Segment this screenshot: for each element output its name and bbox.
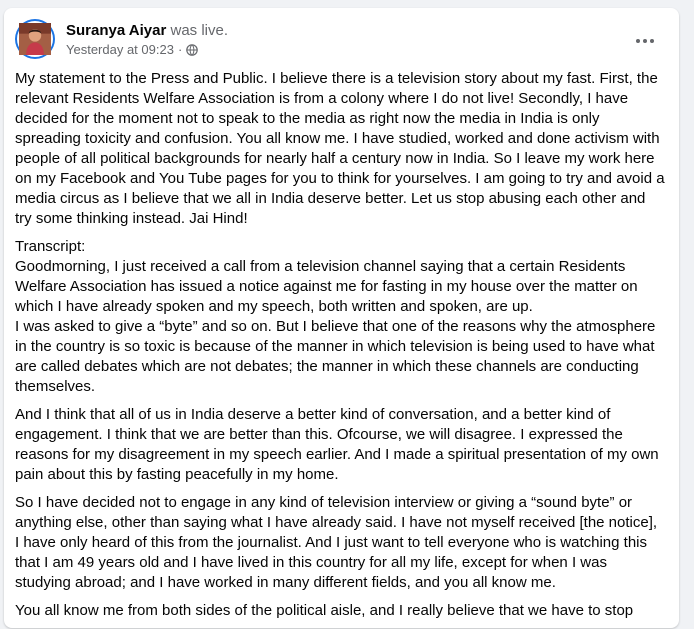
- post-paragraph: Transcript: Goodmorning, I just received a call from a television channel saying that a certain Residents Welfare Association has issued a notice against me for fasting in my house over the matter on which I have already spoken and my speech, both written and spoken, are up. I was asked to give a “byte” and so on. But I believe that one of the reasons why the atmosphere in the country is so toxic is because of the manner in which television is being used to have what are called debates which are not debates; the manner in which these channels are conducting themselves.: [15, 238, 656, 395]
- meta-separator: ·: [177, 42, 183, 57]
- post-paragraph: My statement to the Press and Public. I believe there is a television story about my fast. First, the relevant Residents Welfare Association is from a colony where I do not live! Secondly, I have decided for the moment not to speak to the media as right now the media in India is only spreading toxicity and confusion. You all know me. I have studied, worked and done activism with people of all political backgrounds for nearly half a century now in India. So I leave my work here on my Facebook and You Tube pages for you to think for yourselves. I am going to try and avoid a media circus as I believe that we all in India deserve better. Let us stop abusing each other and try some thinking instead. Jai Hind!: [15, 70, 665, 227]
- author-line: [66, 21, 228, 40]
- author-action: was live.: [170, 22, 229, 39]
- post-timestamp[interactable]: Yesterday at 09:23: [66, 42, 174, 57]
- post-paragraph: And I think that all of us in India deserve a better kind of conversation, and a better kind of engagement. I think that we are better than this. Ofcourse, we will disagree. I expressed the reasons for my disagreement in my speech earlier. And I made a spiritual presentation of my own pain about this by fasting peacefully in my home.: [15, 406, 659, 483]
- more-options-button[interactable]: [627, 23, 663, 59]
- post-header: [15, 19, 663, 61]
- more-dot-icon: [650, 39, 654, 43]
- post-body: [15, 69, 665, 629]
- post-card: [4, 8, 679, 628]
- author-name[interactable]: Suranya Aiyar: [66, 22, 167, 39]
- profile-photo-icon: [19, 23, 51, 55]
- more-dot-icon: [643, 39, 647, 43]
- avatar-photo: [17, 21, 53, 57]
- post-paragraph: You all know me from both sides of the political aisle, and I really believe that we have to stop: [15, 602, 634, 619]
- more-dot-icon: [636, 39, 640, 43]
- post-meta: [66, 42, 198, 58]
- avatar[interactable]: [15, 19, 55, 59]
- globe-icon[interactable]: [186, 44, 198, 56]
- post-paragraph: So I have decided not to engage in any kind of television interview or giving a “sound byte” or anything else, other than saying what I have already said. I have not myself received [the notice], I have only heard of this from the journalist. And I just want to tell everyone who is watching this that I am 49 years old and I have lived in this country for all my life, except for when I was studying abroad; and I have worked in many different fields, and you all know me.: [15, 494, 658, 591]
